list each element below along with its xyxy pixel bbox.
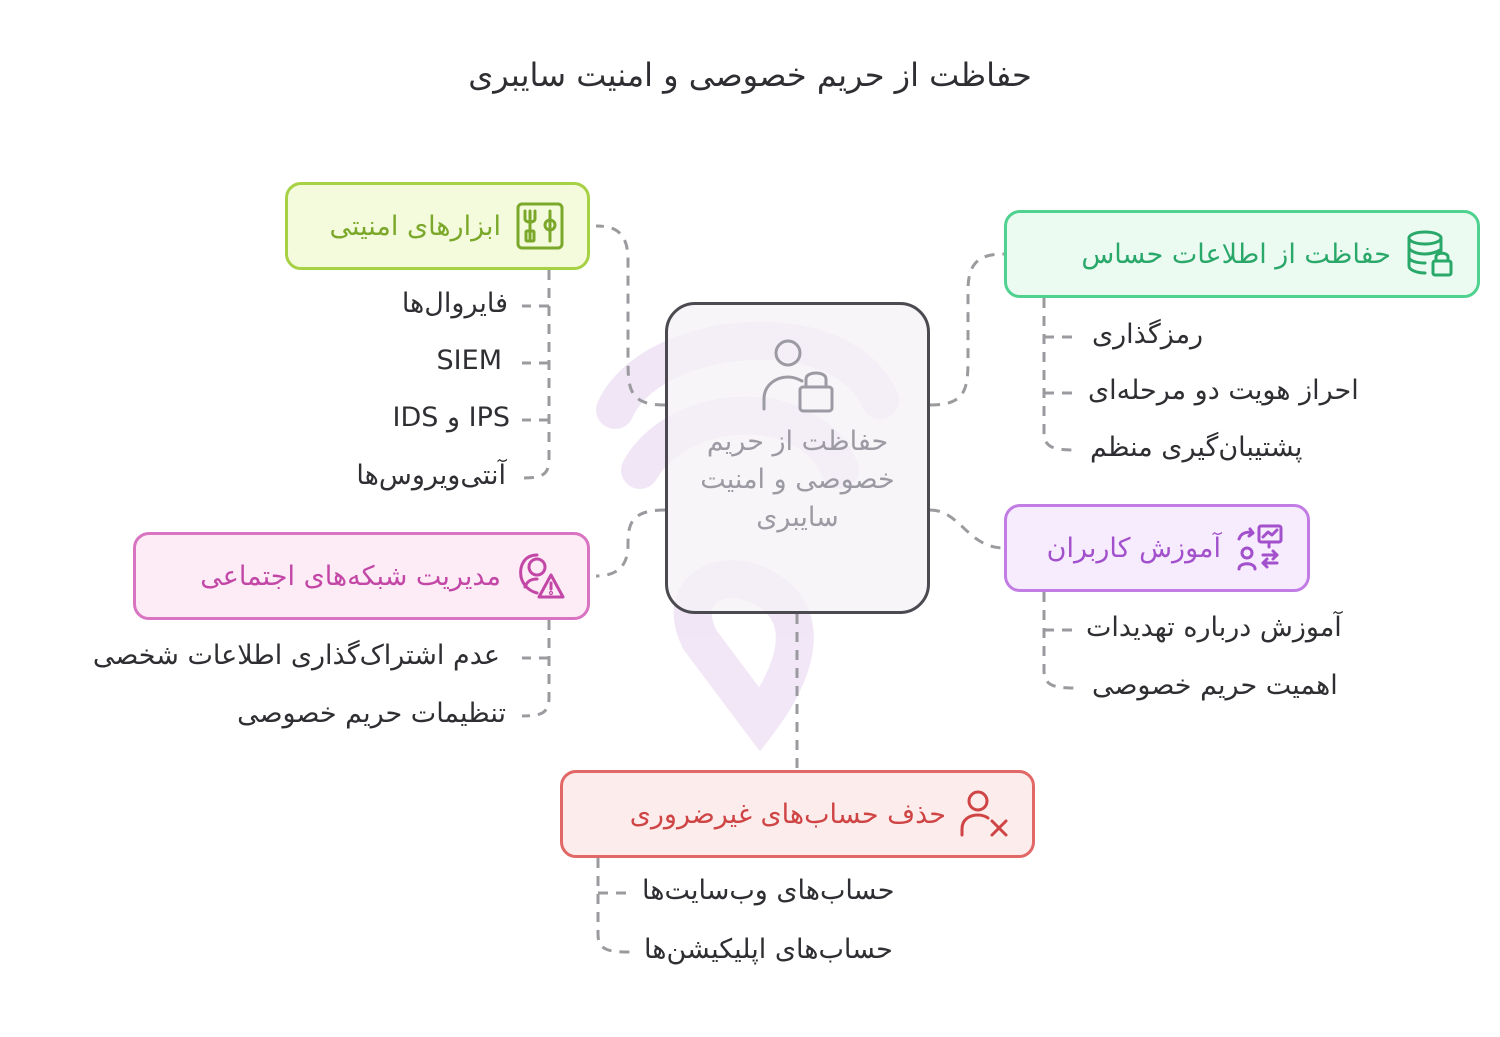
tools-icon bbox=[515, 201, 565, 251]
tools-item-firewalls: فایروال‌ها bbox=[401, 288, 508, 319]
page-title: حفاظت از حریم خصوصی و امنیت سایبری bbox=[468, 56, 1032, 94]
branch-social-card[interactable] bbox=[133, 532, 590, 620]
branch-social-label: مدیریت شبکه‌های اجتماعی bbox=[200, 560, 501, 592]
delete-item-websites: حساب‌های وب‌سایت‌ها bbox=[642, 875, 895, 906]
branch-data-label: حفاظت از اطلاعات حساس bbox=[1081, 238, 1391, 270]
database-lock-icon bbox=[1405, 229, 1455, 279]
center-node[interactable] bbox=[665, 302, 930, 614]
social-item-no-sharing: عدم اشتراک‌گذاری اطلاعات شخصی bbox=[92, 640, 500, 671]
branch-tools-label: ابزارهای امنیتی bbox=[329, 210, 501, 242]
delete-item-apps: حساب‌های اپلیکیشن‌ها bbox=[644, 934, 893, 965]
branch-delete-label: حذف حساب‌های غیرضروری bbox=[629, 798, 946, 830]
user-lock-icon bbox=[758, 339, 838, 415]
user-remove-icon bbox=[960, 789, 1010, 839]
presentation-icon bbox=[1235, 523, 1285, 573]
branch-users-card[interactable] bbox=[1004, 504, 1310, 592]
tools-item-ips-ids: IPS و IDS bbox=[392, 402, 510, 433]
branch-users-label: آموزش کاربران bbox=[1046, 532, 1221, 564]
tools-item-siem: SIEM bbox=[436, 345, 502, 376]
social-item-privacy-settings: تنظیمات حریم خصوصی bbox=[237, 698, 506, 729]
branch-delete-card[interactable] bbox=[560, 770, 1035, 858]
branch-data-card[interactable] bbox=[1004, 210, 1480, 298]
branch-tools-card[interactable] bbox=[285, 182, 590, 270]
tools-item-antivirus: آنتی‌ویروس‌ها bbox=[356, 460, 506, 491]
data-item-2fa: احراز هویت دو مرحله‌ای bbox=[1088, 375, 1359, 406]
users-item-threats: آموزش درباره تهدیدات bbox=[1086, 612, 1342, 643]
users-item-privacy-importance: اهمیت حریم خصوصی bbox=[1092, 670, 1338, 701]
user-warning-icon bbox=[515, 551, 565, 601]
data-item-encryption: رمزگذاری bbox=[1092, 319, 1204, 350]
center-label: حفاظت از حریم خصوصی و امنیت سایبری bbox=[700, 426, 895, 533]
data-item-backup: پشتیبان‌گیری منظم bbox=[1090, 432, 1303, 463]
